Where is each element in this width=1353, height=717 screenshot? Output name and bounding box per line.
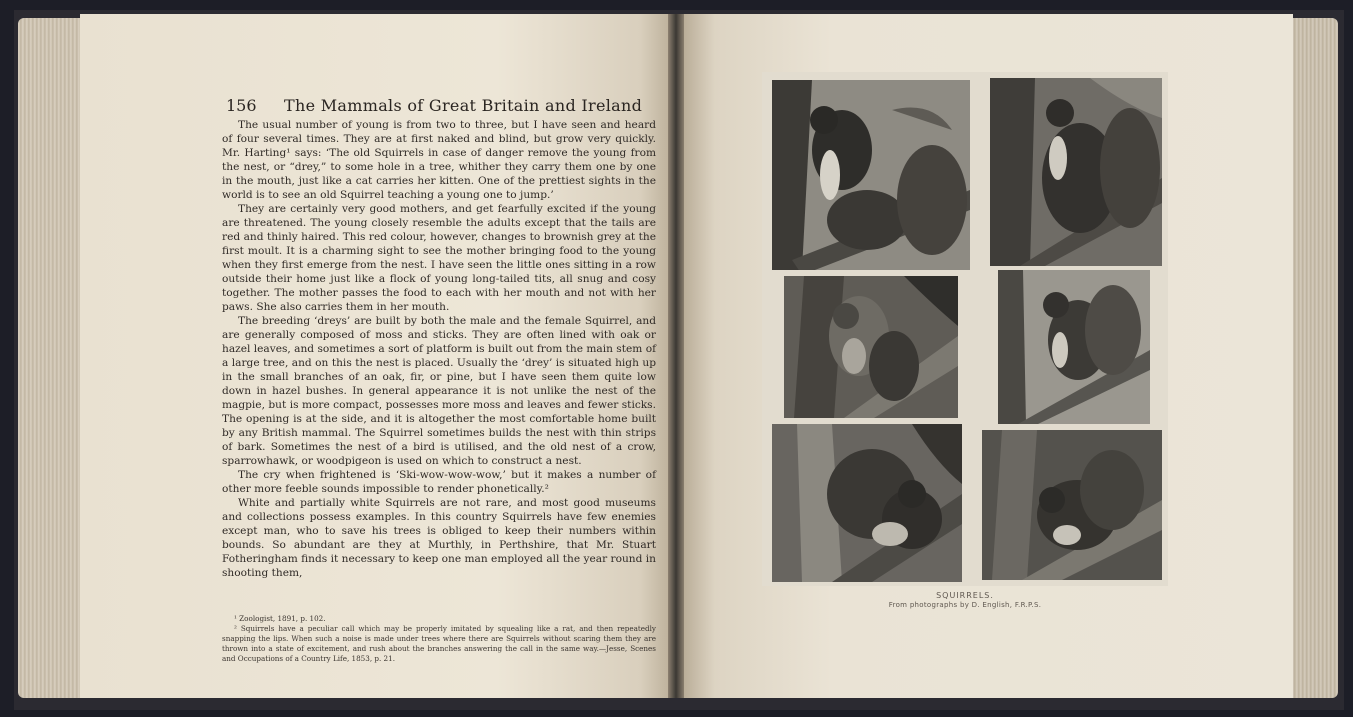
squirrel-photo xyxy=(772,80,970,270)
squirrel-photo xyxy=(784,276,958,418)
footnote: ¹ Zoologist, 1891, p. 102. xyxy=(234,614,326,623)
body-text xyxy=(222,118,656,580)
paragraph: The usual number of young is from two to three, but I have seen and heard of four several times. They are at first naked and blind, but grow very quickly. Mr. Harting¹ says: ‘The old Squirrels in case of danger remove the young from the nest, or “drey,” to some hole in a tree, whither they carry them one by one in the mouth, just like a cat carries her kitten. One of the prettiest sights in the world is to see an old Squirrel teaching a young one to jump.’ xyxy=(222,119,656,201)
page-number: 156 xyxy=(226,96,257,115)
caption-title: SQUIRRELS. xyxy=(936,591,994,600)
squirrel-photo xyxy=(772,424,962,582)
squirrel-photo xyxy=(998,270,1150,424)
squirrel-photo xyxy=(990,78,1162,266)
paragraph: The cry when frightened is ‘Ski-wow-wow-wow,’ but it makes a number of other more feeble sounds impossible to render phonetically.² xyxy=(222,469,656,495)
footnote: ² Squirrels have a peculiar call which may be properly imitated by squealing like a rat, and then repeatedly snapping the lips. When such a noise is made under trees where there are Squirrels without scaring them they are thrown into a state of excitement, and rush about the branches answering the call in the same way.—Jesse, Scenes and Occupations of a Country Life, 1853, p. 21. xyxy=(222,624,656,663)
caption-credit: From photographs by D. English, F.R.P.S. xyxy=(888,601,1042,609)
plate-caption xyxy=(762,591,1168,609)
running-title: The Mammals of Great Britain and Ireland xyxy=(284,96,643,115)
squirrel-photo xyxy=(982,430,1162,580)
photo-plate xyxy=(762,72,1168,586)
paragraph: White and partially white Squirrels are not rare, and most good museums and collections possess examples. In this country Squirrels have few enemies except man, who to save his trees is obliged to keep their numbers within bounds. So abundant are they at Murthly, in Perthshire, that Mr. Stuart Fotheringham finds it necessary to keep one man employed all the year round in shooting them, xyxy=(222,497,656,579)
right-page-edges xyxy=(1288,18,1338,698)
paragraph: They are certainly very good mothers, and get fearfully excited if the young are threatened. The young closely resemble the adults except that the tails are red and thinly haired. This red colour, however, changes to brownish grey at the first moult. It is a charming sight to see the mother bringing food to the young when they first emerge from the nest. I have seen the little ones sitting in a row outside their home just like a flock of young long-tailed tits, all snug and cosy together. The mother passes the food to each with her mouth and not with her paws. She also carries them in her mouth. xyxy=(222,203,656,313)
paragraph: The breeding ‘dreys’ are built by both the male and the female Squirrel, and are generally composed of moss and sticks. They are often lined with oak or hazel leaves, and sometimes a sort of platform is built out from the main stem of a large tree, and on this the nest is placed. Usually the ‘drey’ is situated high up in the small branches of an oak, fir, or pine, but I have seen them quite low down in hazel bushes. In general appearance it is not unlike the nest of the magpie, but is more compact, possesses more moss and leaves and fewer sticks. The opening is at the side, and it is altogether the most comfortable home built by any British mammal. The Squirrel sometimes builds the nest with thin strips of bark. Sometimes the nest of a bird is utilised, and the old nest of a crow, sparrowhawk, or woodpigeon is used on which to construct a nest. xyxy=(222,315,656,467)
book-gutter xyxy=(668,14,684,698)
footnotes xyxy=(222,614,656,664)
